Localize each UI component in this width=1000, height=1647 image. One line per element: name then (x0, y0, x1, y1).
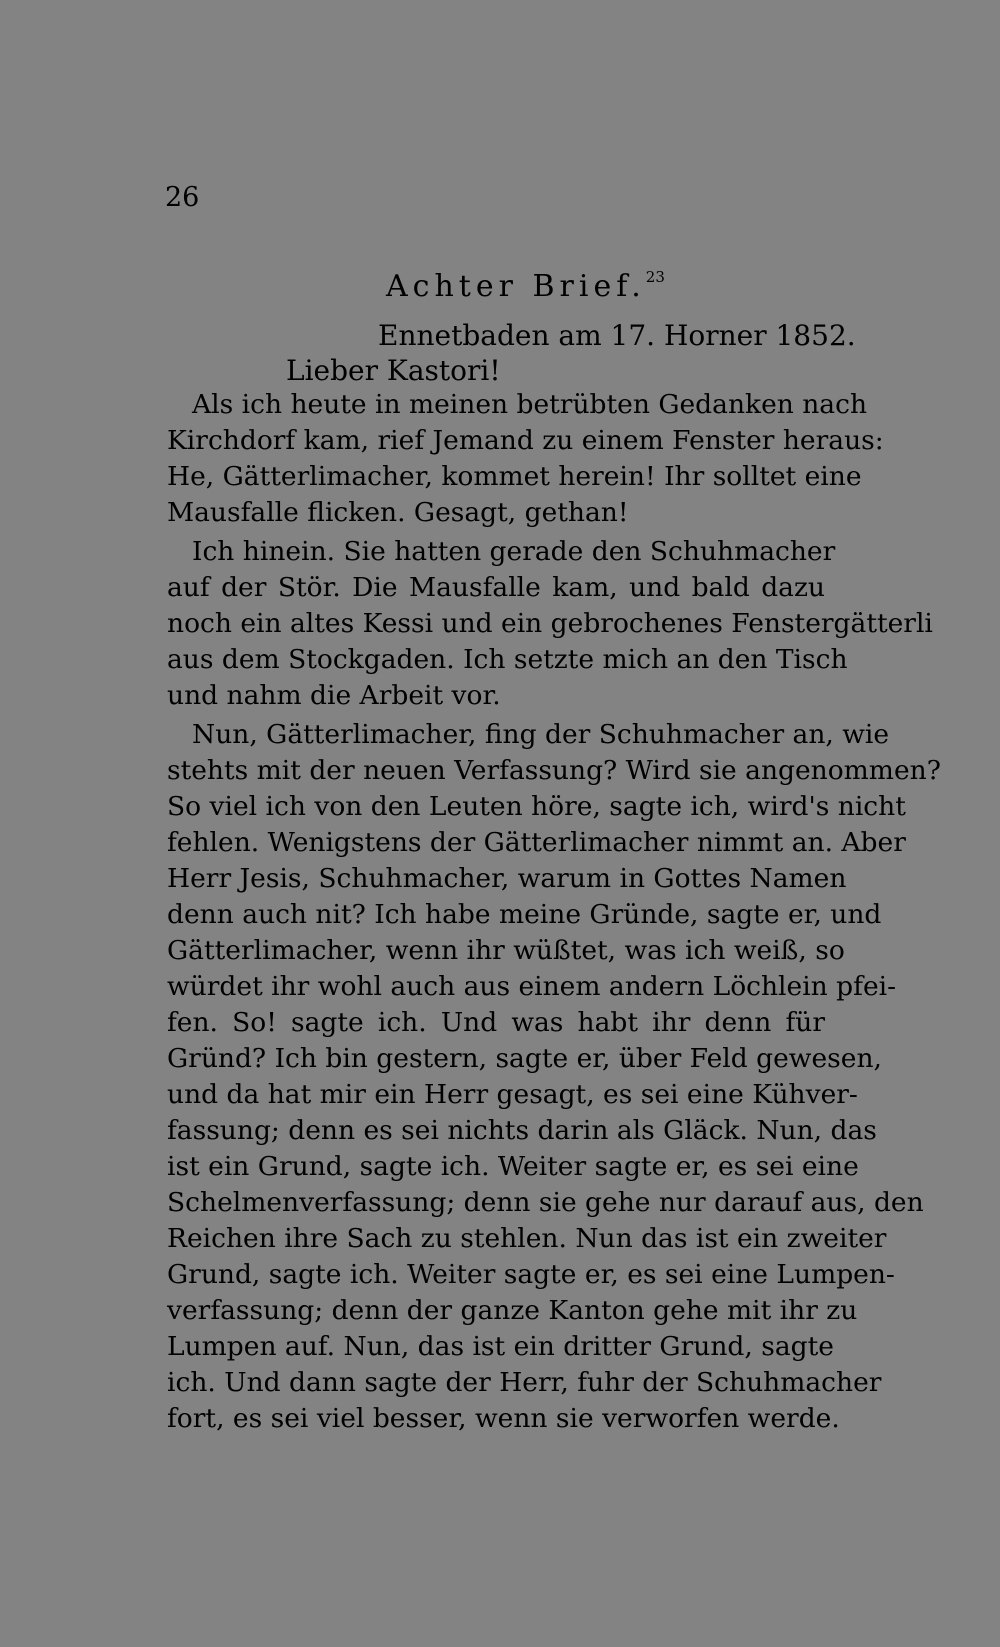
text-line: Mausfalle flicken. Gesagt, gethan! (167, 497, 629, 528)
text-line: denn auch nit? Ich habe meine Gründe, sagte er, und (167, 899, 882, 930)
text-line: ist ein Grund, sagte ich. Weiter sagte er, es sei eine (167, 1151, 859, 1182)
letter-title (386, 270, 665, 302)
text-line: Schelmenverfassung; denn sie gehe nur darauf aus, den (167, 1187, 924, 1218)
dateline: Ennetbaden am 17. Horner 1852. (378, 319, 856, 352)
text-line: Ich hinein. Sie hatten gerade den Schuhmacher (192, 536, 836, 567)
letter-title-text: Achter Brief. (386, 269, 646, 304)
footnote-marker: 23 (645, 268, 665, 286)
text-line: würdet ihr wohl auch aus einem andern Löchlein pfei- (167, 971, 897, 1002)
text-line: Als ich heute in meinen betrübten Gedanken nach (192, 389, 868, 420)
text-line: So viel ich von den Leuten höre, sagte ich, wird's nicht (167, 791, 906, 822)
letter-body (167, 387, 941, 1437)
text-line: Grund, sagte ich. Weiter sagte er, es sei eine Lumpen- (167, 1259, 895, 1290)
text-line: verfassung; denn der ganze Kanton gehe mit ihr zu (167, 1295, 858, 1326)
salutation: Lieber Kastori! (286, 354, 501, 387)
text-line: stehts mit der neuen Verfassung? Wird sie angenommen? (167, 755, 941, 786)
page-number: 26 (165, 182, 200, 213)
text-line: ich. Und dann sagte der Herr, fuhr der Schuhmacher (167, 1367, 882, 1398)
text-line: aus dem Stockgaden. Ich setzte mich an den Tisch (167, 644, 848, 675)
text-line: fen. So! sagte ich. Und was habt ihr denn für (167, 1007, 825, 1038)
text-line: auf der Stör. Die Mausfalle kam, und bald dazu (167, 572, 825, 603)
text-line: Gätterlimacher, wenn ihr wüßtet, was ich weiß, so (167, 935, 845, 966)
text-line: Kirchdorf kam, rief Jemand zu einem Fenster heraus: (167, 425, 884, 456)
text-line: und da hat mir ein Herr gesagt, es sei eine Kühver- (167, 1079, 858, 1110)
text-line: noch ein altes Kessi und ein gebrochenes Fenstergätterli (167, 608, 933, 639)
text-line: Herr Jesis, Schuhmacher, warum in Gottes Namen (167, 863, 847, 894)
text-line: Reichen ihre Sach zu stehlen. Nun das ist ein zweiter (167, 1223, 887, 1254)
text-line: fehlen. Wenigstens der Gätterlimacher nimmt an. Aber (167, 827, 906, 858)
text-line: fort, es sei viel besser, wenn sie verworfen werde. (167, 1403, 840, 1434)
text-line: fassung; denn es sei nichts darin als Gläck. Nun, das (167, 1115, 877, 1146)
text-line: He, Gätterlimacher, kommet herein! Ihr solltet eine (167, 461, 862, 492)
text-line: und nahm die Arbeit vor. (167, 680, 501, 711)
text-line: Lumpen auf. Nun, das ist ein dritter Grund, sagte (167, 1331, 834, 1362)
text-line: Nun, Gätterlimacher, fing der Schuhmacher an, wie (192, 719, 890, 750)
text-line: Gründ? Ich bin gestern, sagte er, über Feld gewesen, (167, 1043, 882, 1074)
